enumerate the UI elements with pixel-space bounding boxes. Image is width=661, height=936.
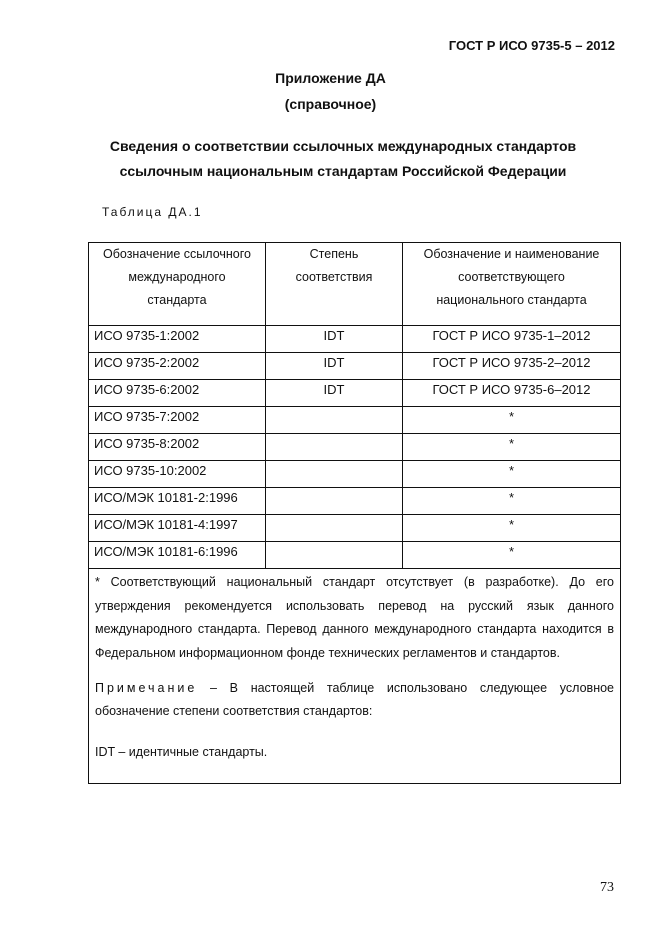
- cell-national: *: [403, 434, 621, 461]
- cell-degree: [266, 515, 403, 542]
- cell-national: *: [403, 542, 621, 569]
- cell-international: ИСО 9735-6:2002: [89, 380, 266, 407]
- page-number: 73: [600, 880, 614, 895]
- cell-national: *: [403, 461, 621, 488]
- correspondence-table: [88, 242, 621, 784]
- cell-national: ГОСТ Р ИСО 9735-2–2012: [403, 353, 621, 380]
- cell-degree: [266, 407, 403, 434]
- cell-degree: [266, 488, 403, 515]
- note-text: – В настоящей таблице использовано следующее условное обозначение степени соответствия стандартов:: [95, 681, 614, 718]
- cell-national: *: [403, 407, 621, 434]
- header-text: международного: [128, 270, 226, 284]
- table-notes-cell: [89, 569, 621, 784]
- table-row: [89, 326, 621, 353]
- header-text: Обозначение ссылочного: [103, 247, 251, 261]
- table-row: [89, 542, 621, 569]
- table-row: [89, 461, 621, 488]
- cell-international: ИСО 9735-1:2002: [89, 326, 266, 353]
- cell-international: ИСО/МЭК 10181-4:1997: [89, 515, 266, 542]
- header-text: национального стандарта: [436, 293, 587, 307]
- note: [95, 677, 614, 723]
- appendix-subtitle: (справочное): [284, 96, 377, 112]
- section-heading: [0, 134, 661, 184]
- table-row: [89, 434, 621, 461]
- header-text: соответствия: [295, 270, 373, 284]
- table-caption: Таблица ДА.1: [102, 205, 203, 219]
- header-text: Степень: [309, 247, 359, 261]
- table-header-row: [89, 243, 621, 326]
- cell-degree: IDT: [266, 380, 403, 407]
- section-heading-line-1: Сведения о соответствии ссылочных международных стандартов: [109, 138, 577, 154]
- section-heading-line-2: ссылочным национальным стандартам Российской Федерации: [119, 163, 567, 179]
- cell-international: ИСО 9735-10:2002: [89, 461, 266, 488]
- header-text: соответствующего: [458, 270, 565, 284]
- table-row: [89, 515, 621, 542]
- document-code: ГОСТ Р ИСО 9735-5 – 2012: [448, 38, 615, 53]
- note-label: Примечание: [95, 681, 198, 695]
- footnote: * Соответствующий национальный стандарт отсутствует (в разработке). До его утверждения рекомендуется использовать перевод на русский язык данного международного стандарта. Перевод данного международного стандарта находится в Федеральном информационном фонде технических регламентов и стандартов.: [95, 575, 614, 660]
- cell-degree: [266, 434, 403, 461]
- cell-degree: IDT: [266, 353, 403, 380]
- header-text: стандарта: [147, 293, 207, 307]
- cell-national: *: [403, 515, 621, 542]
- header-cell-international: [89, 243, 266, 326]
- table-row: [89, 488, 621, 515]
- table-row: [89, 380, 621, 407]
- cell-international: ИСО 9735-2:2002: [89, 353, 266, 380]
- table-footer-row: [89, 569, 621, 784]
- appendix-title: Приложение ДА: [275, 70, 386, 86]
- cell-international: ИСО/МЭК 10181-2:1996: [89, 488, 266, 515]
- table-row: [89, 353, 621, 380]
- header-text: Обозначение и наименование: [423, 247, 600, 261]
- cell-international: ИСО 9735-8:2002: [89, 434, 266, 461]
- header-cell-degree: [266, 243, 403, 326]
- cell-international: ИСО/МЭК 10181-6:1996: [89, 542, 266, 569]
- header-cell-national: [403, 243, 621, 326]
- cell-national: *: [403, 488, 621, 515]
- table-row: [89, 407, 621, 434]
- cell-international: ИСО 9735-7:2002: [89, 407, 266, 434]
- cell-degree: [266, 542, 403, 569]
- idt-definition: IDT – идентичные стандарты.: [95, 745, 268, 759]
- cell-national: ГОСТ Р ИСО 9735-1–2012: [403, 326, 621, 353]
- cell-degree: IDT: [266, 326, 403, 353]
- cell-degree: [266, 461, 403, 488]
- cell-national: ГОСТ Р ИСО 9735-6–2012: [403, 380, 621, 407]
